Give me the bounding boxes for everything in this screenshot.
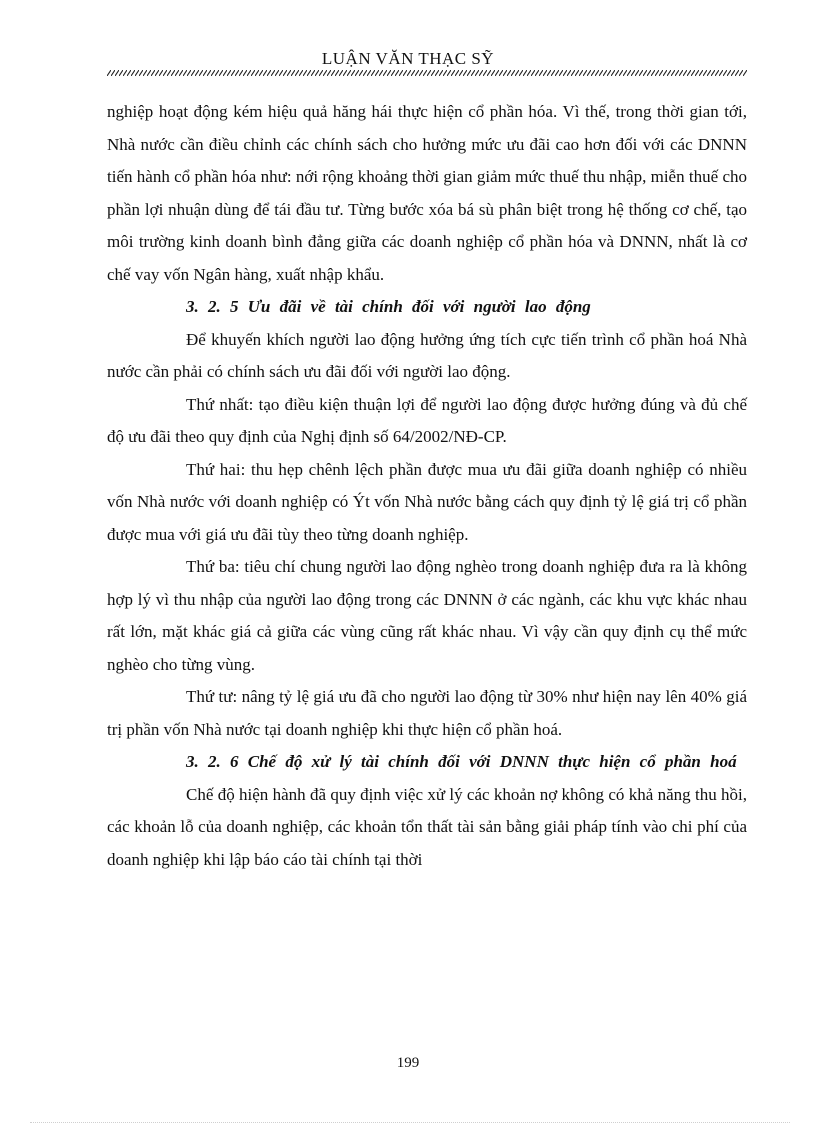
- paragraph-second: Thứ hai: thu hẹp chênh lệch phần được mua ưu đãi giữa doanh nghiệp có nhiều vốn Nhà nước với doanh nghiệp có Ýt vốn Nhà nước bằng cách quy định tỷ lệ giá trị cổ phần được mua với giá ưu đãi tùy theo từng doanh nghiệp.: [107, 459, 747, 544]
- header-divider: [107, 70, 747, 76]
- paragraph-first: Thứ nhất: tạo điều kiện thuận lợi để người lao động được hưởng đúng và đủ chế độ ưu đãi theo quy định của Nghị định số 64/2002/NĐ-CP.: [107, 394, 747, 446]
- paragraph-third: Thứ ba: tiêu chí chung người lao động nghèo trong doanh nghiệp đưa ra là không hợp lý vì thu nhập của người lao động trong các DNNN ở các ngành, các khu vực khác nhau rất lớn, mặt khác giá cả giữa các vùng cũng rất khác nhau. Vì vậy cần quy định cụ thể mức nghèo cho từng vùng.: [107, 557, 747, 674]
- section-heading-3-2-6: 3. 2. 6 Chế độ xử lý tài chính đối với DNNN thực hiện cổ phần hoá: [186, 752, 737, 771]
- running-header-title: LUẬN VĂN THẠC SỸ: [321, 49, 495, 68]
- page-body: [107, 96, 747, 876]
- paragraph-intro: Để khuyến khích người lao động hưởng ứng tích cực tiến trình cổ phần hoá Nhà nước cần phải có chính sách ưu đãi đối với người lao động.: [107, 329, 747, 381]
- page-number: 199: [396, 1055, 420, 1071]
- paragraph-continuation: nghiệp hoạt động kém hiệu quả hăng hái thực hiện cổ phần hóa. Vì thế, trong thời gian tới, Nhà nước cần điều chỉnh các chính sách cho hưởng mức ưu đãi cao hơn đối với các DNNN tiến hành cổ phần hóa như: nới rộng khoảng thời gian giảm mức thuế thu nhập, miễn thuế cho phần lợi nhuận dùng để tái đầu tư. Từng bước xóa bá sù phân biệt trong hệ thống cơ chế, tạo môi trường kinh doanh bình đẳng giữa các doanh nghiệp cổ phần hóa và DNNN, nhất là cơ chế vay vốn Ngân hàng, xuất nhập khẩu.: [107, 102, 747, 284]
- section-heading-3-2-5: 3. 2. 5 Ưu đãi về tài chính đối với người lao động: [186, 297, 591, 316]
- paragraph-fourth: Thứ tư: nâng tỷ lệ giá ưu đã cho người lao động từ 30% như hiện nay lên 40% giá trị phần vốn Nhà nước tại doanh nghiệp khi thực hiện cổ phần hoá.: [107, 687, 747, 739]
- paragraph-regulation: Chế độ hiện hành đã quy định việc xử lý các khoản nợ không có khả năng thu hồi, các khoản lỗ của doanh nghiệp, các khoản tổn thất tài sản bằng giải pháp tính vào chi phí của doanh nghiệp khi lập báo cáo tài chính tại thời: [107, 784, 747, 869]
